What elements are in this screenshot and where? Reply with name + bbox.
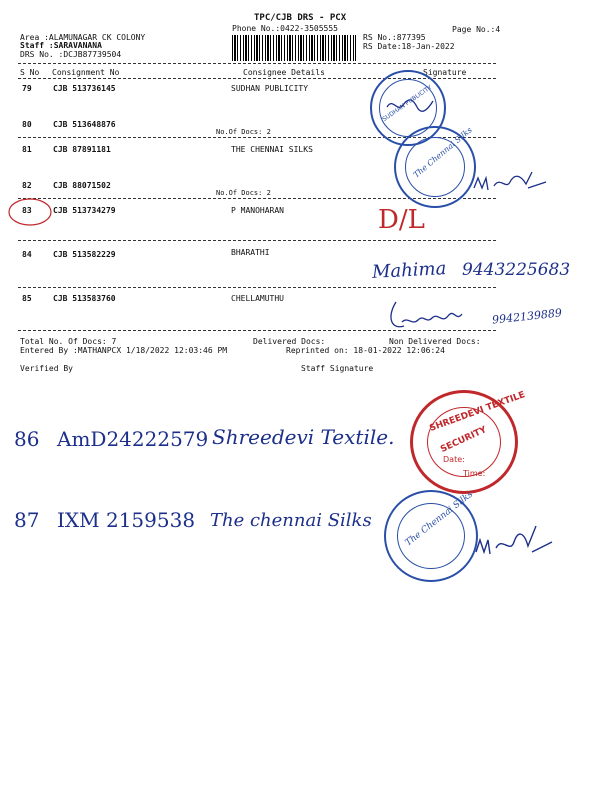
shreedevi-stamp-text: SHREEDEVI TEXTILE [428, 390, 527, 434]
report-title: TPC/CJB DRS - PCX [254, 13, 347, 23]
page-number: Page No.:4 [452, 25, 501, 34]
non-delivered-docs: Non Delivered Docs: [389, 337, 481, 346]
row-sno: 84 [22, 250, 32, 259]
entered-by: Entered By :MATHANPCX 1/18/2022 12:03:46 PM [20, 346, 228, 355]
column-sno: S No [20, 68, 40, 77]
phone-number: Phone No.:0422-3505555 [232, 24, 338, 33]
delivered-docs: Delivered Docs: [253, 337, 326, 346]
staff: Staff :SARAVANANA [20, 41, 102, 50]
entry-87-sno: 87 [14, 508, 40, 532]
row-sno: 81 [22, 145, 32, 154]
row-consignment: CJB 513583760 [53, 294, 116, 303]
security-text: SECURITY [439, 425, 489, 455]
reprinted-on: Reprinted on: 18-01-2022 12:06:24 [286, 346, 445, 355]
signature-82 [470, 168, 550, 198]
entry-87-consignment: IXM 2159538 [57, 508, 196, 532]
row-consignment: CJB 513736145 [53, 84, 116, 93]
row-sno: 80 [22, 120, 32, 129]
row-consignee: P MANOHARAN [231, 206, 284, 215]
entry-86-consignee: Shreedevi Textile. [212, 425, 395, 449]
row-consignment: CJB 87891181 [53, 145, 111, 154]
row-consignee: BHARATHI [231, 248, 270, 257]
stamp-date-label: Date: [443, 455, 465, 464]
entry-86-sno: 86 [14, 427, 40, 451]
row-consignee: SUDHAN PUBLICITY [231, 84, 309, 93]
shreedevi-stamp [410, 390, 527, 494]
chennai-stamp-text: The Chennai Silks [411, 125, 474, 180]
row-consignee: CHELLAMUTHU [231, 294, 284, 303]
row-sno: 79 [22, 84, 32, 93]
entry-86-consignment: AmD24222579 [57, 427, 209, 451]
stamp-time-label: Time: [463, 469, 486, 478]
drs-number: DRS No. :DCJB87739504 [20, 50, 122, 59]
entry-87-consignee: The chennai Silks [210, 510, 372, 531]
column-signature: Signature [423, 68, 467, 77]
signature-85 [386, 298, 466, 338]
row-consignment: CJB 513734279 [53, 206, 116, 215]
chennai-stamp-text-2: The Chennai Silks [403, 489, 476, 549]
delivery-mark: D/L [378, 205, 425, 235]
receiver-name-84: Mahima [371, 258, 447, 283]
rs-number: RS No.:877395 [363, 33, 426, 42]
row-docs-note: No.Of Docs: 2 [216, 189, 271, 197]
signature-79 [385, 95, 445, 120]
verified-by: Verified By [20, 364, 73, 373]
chennai-silks-stamp-2 [384, 490, 478, 582]
rs-date: RS Date:18-Jan-2022 [363, 42, 455, 51]
row-consignment: CJB 88071502 [53, 181, 111, 190]
sudhan-stamp-text: SUDHAN PUBLICITY [381, 83, 434, 124]
row-consignment: CJB 513648876 [53, 120, 116, 129]
column-consignment: Consignment No [52, 68, 120, 77]
row-consignee: THE CHENNAI SILKS [231, 145, 313, 154]
total-docs: Total No. Of Docs: 7 [20, 337, 117, 346]
receiver-phone-84: 9443225683 [462, 260, 571, 280]
row-sno: 83 [22, 206, 32, 215]
row-sno: 82 [22, 181, 32, 190]
row-consignment: CJB 513582229 [53, 250, 116, 259]
staff-signature-label: Staff Signature [301, 364, 374, 373]
column-consignee: Consignee Details [243, 68, 325, 77]
receiver-phone-85: 9942139889 [491, 306, 563, 327]
chennai-silks-stamp [394, 126, 476, 208]
row-sno: 85 [22, 294, 32, 303]
row-docs-note: No.Of Docs: 2 [216, 128, 271, 136]
signature-87 [472, 512, 556, 562]
area: Area :ALAMUNAGAR CK COLONY [20, 33, 146, 42]
